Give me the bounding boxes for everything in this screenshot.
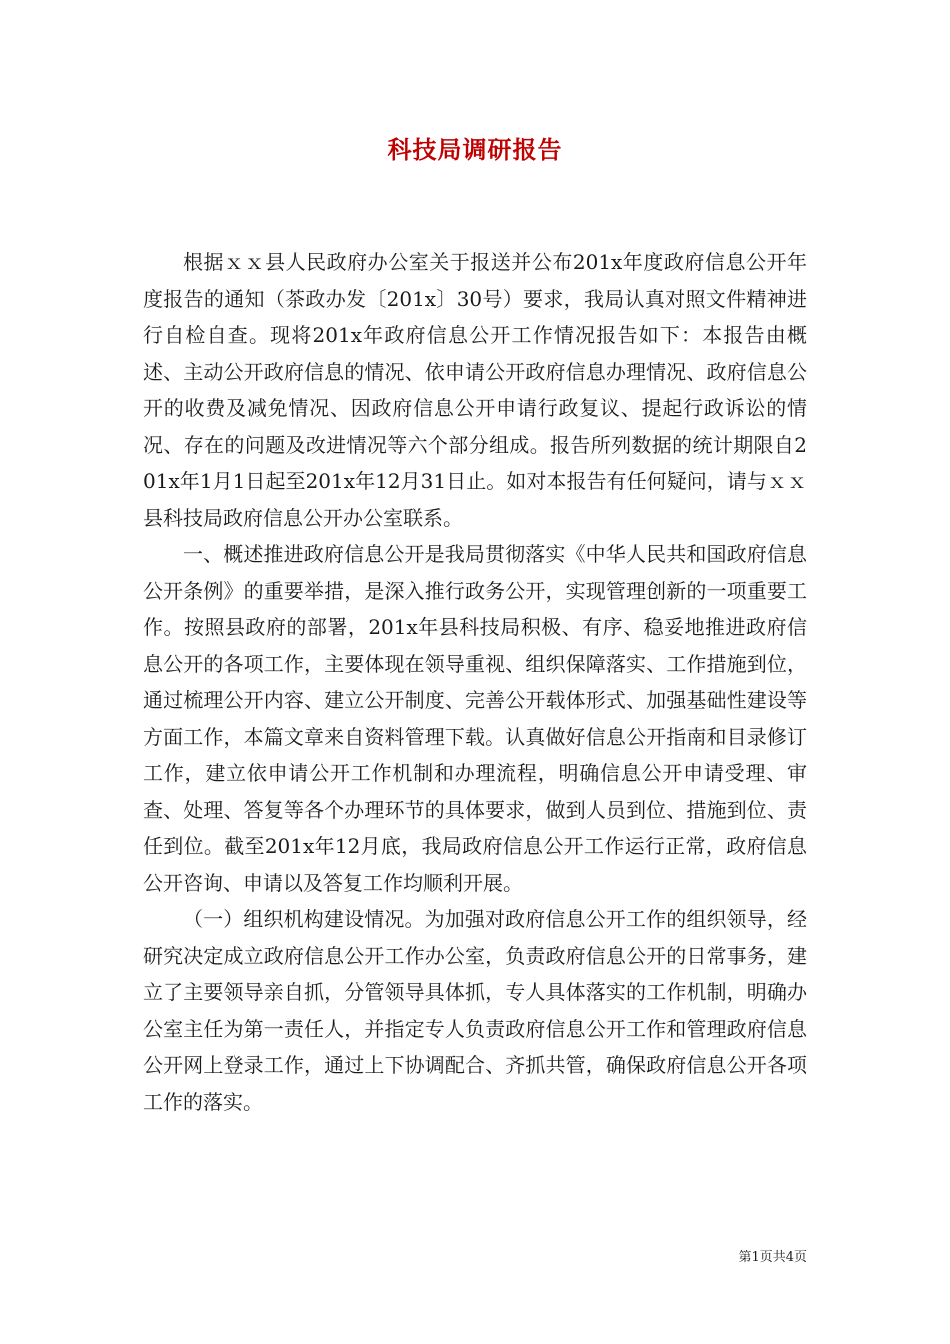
document-title: 科技局调研报告 bbox=[387, 135, 563, 164]
paragraph-intro: 根据ｘｘ县人民政府办公室关于报送并公布201x年度政府信息公开年度报告的通知（茶政办发〔201x〕30号）要求，我局认真对照文件精神进行自检自查。现将201x年政府信息公开工作情况报告如下：本报告由概述、主动公开政府信息的情况、依申请公开政府信息办理情况、政府信息公开的收费及减免情况、因政府信息公开申请行政复议、提起行政诉讼的情况、存在的问题及改进情况等六个部分组成。报告所列数据的统计期限自201x年1月1日起至201x年12月31日止。如对本报告有任何疑问，请与ｘｘ县科技局政府信息公开办公室联系。 bbox=[143, 250, 807, 530]
paragraph-organization: （一）组织机构建设情况。为加强对政府信息公开工作的组织领导，经研究决定成立政府信息公开工作办公室，负责政府信息公开的日常事务，建立了主要领导亲自抓，分管领导具体抓，专人具体落实的工作机制，明确办公室主任为第一责任人，并指定专人负责政府信息公开工作和管理政府信息公开网上登录工作，通过上下协调配合、齐抓共管，确保政府信息公开各项工作的落实。 bbox=[143, 907, 807, 1114]
document-body bbox=[143, 244, 807, 1120]
paragraph-overview: 一、概述推进政府信息公开是我局贯彻落实《中华人民共和国政府信息公开条例》的重要举措，是深入推行政务公开，实现管理创新的一项重要工作。按照县政府的部署，201x年县科技局积极、有序、稳妥地推进政府信息公开的各项工作，主要体现在领导重视、组织保障落实、工作措施到位，通过梳理公开内容、建立公开制度、完善公开载体形式、加强基础性建设等方面工作，本篇文章来自资料管理下载。认真做好信息公开指南和目录修订工作，建立依申请公开工作机制和办理流程，明确信息公开申请受理、审查、处理、答复等各个办理环节的具体要求，做到人员到位、措施到位、责任到位。截至201x年12月底，我局政府信息公开工作运行正常，政府信息公开咨询、申请以及答复工作均顺利开展。 bbox=[143, 542, 807, 895]
page-number: 第1页共4页 bbox=[738, 1250, 807, 1265]
